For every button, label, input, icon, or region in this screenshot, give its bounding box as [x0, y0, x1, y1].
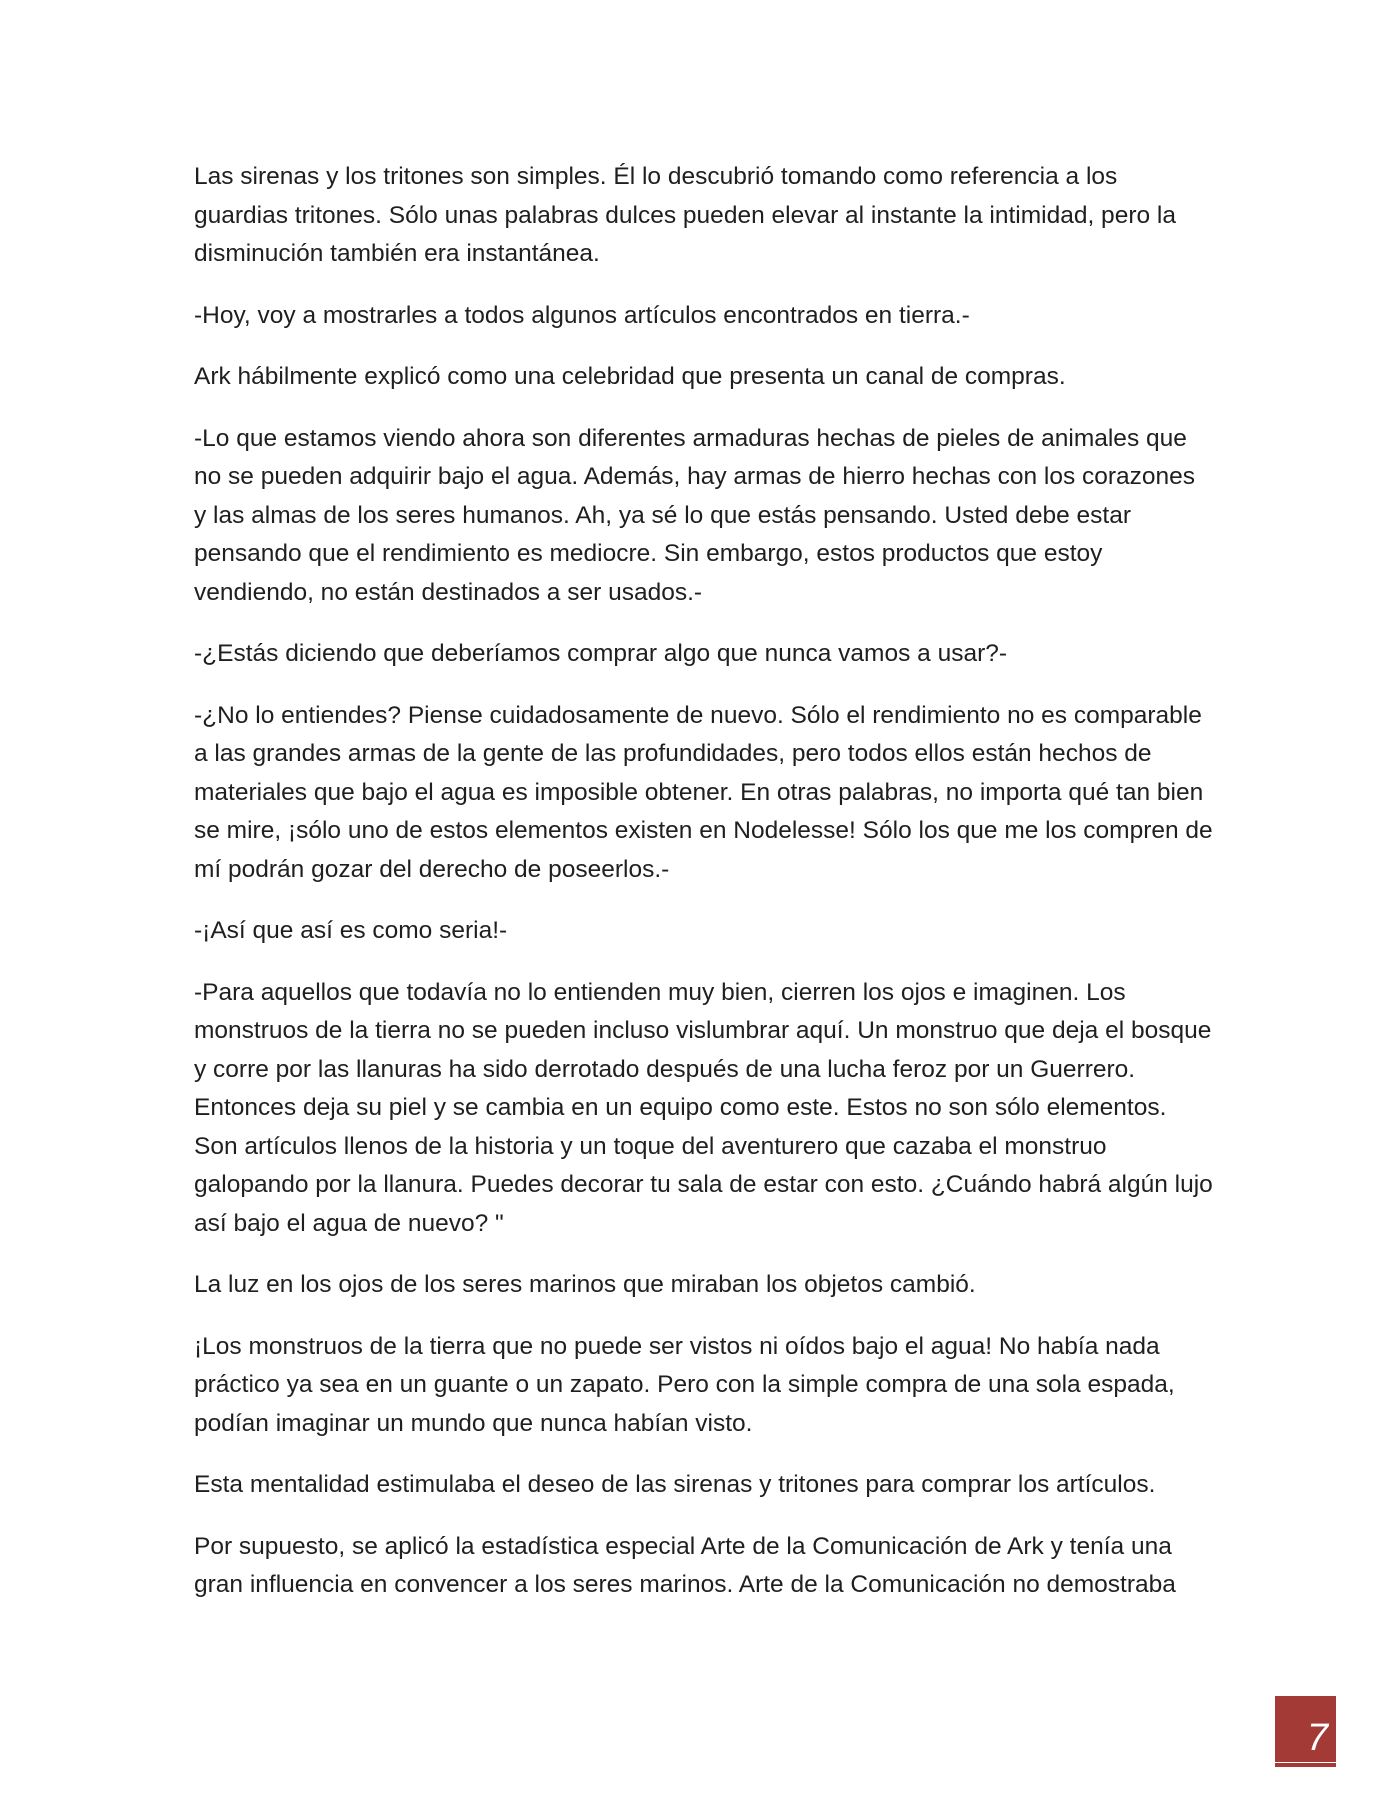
- page-body: [194, 158, 1214, 1628]
- paragraph-3: Ark hábilmente explicó como una celebridad que presenta un canal de compras.: [194, 363, 1066, 390]
- paragraph-4: -Lo que estamos viendo ahora son diferentes armaduras hechas de pieles de animales que no se pueden adquirir bajo el agua. Además, hay armas de hierro hechas con los corazones y las almas de los seres humanos. Ah, ya sé lo que estás pensando. Usted debe estar pensando que el rendimiento es mediocre. Sin embargo, estos productos que estoy vendiendo, no están destinados a ser usados.-: [194, 424, 1196, 606]
- page-number-badge: [1275, 1696, 1336, 1762]
- paragraph-2: -Hoy, voy a mostrarles a todos algunos artículos encontrados en tierra.-: [194, 301, 970, 329]
- paragraph-8: -Para aquellos que todavía no lo entienden muy bien, cierren los ojos e imaginen. Los monstruos de la tierra no se pueden incluso vislumbrar aquí. Un monstruo que deja el bosque y corre por las llanuras ha sido derrotado después de una lucha feroz por un Guerrero. Entonces deja su piel y se cambia en un equipo como este. Estos no son sólo elementos. Son artículos llenos de la historia y un toque del aventurero que cazaba el monstruo galopando por la llanura. Puedes decorar tu sala de estar con esto. ¿Cuándo habrá algún lujo así bajo el agua de nuevo? ": [194, 978, 1213, 1237]
- paragraph-9: La luz en los ojos de los seres marinos que miraban los objetos cambió.: [194, 1271, 976, 1298]
- paragraph-1: Las sirenas y los tritones son simples. Él lo descubrió tomando como referencia a los guardias tritones. Sólo unas palabras dulces pueden elevar al instante la intimidad, pero la disminución también era instantánea.: [194, 163, 1176, 267]
- paragraph-7: -¡Así que así es como seria!-: [194, 917, 508, 944]
- paragraph-11: Esta mentalidad estimulaba el deseo de las sirenas y tritones para comprar los artículos.: [194, 1471, 1156, 1498]
- paragraph-5: -¿Estás diciendo que deberíamos comprar algo que nunca vamos a usar?-: [194, 640, 1008, 667]
- paragraph-6: -¿No lo entiendes? Piense cuidadosamente de nuevo. Sólo el rendimiento no es comparable a las grandes armas de la gente de las profundidades, pero todos ellos están hechos de materiales que bajo el agua es imposible obtener. En otras palabras, no importa qué tan bien se mire, ¡sólo uno de estos elementos existen en Nodelesse! Sólo los que me los compren de mí podrán gozar del derecho de poseerlos.-: [194, 701, 1213, 883]
- paragraph-10: ¡Los monstruos de la tierra que no puede ser vistos ni oídos bajo el agua! No había nada práctico ya sea en un guante o un zapato. Pero con la simple compra de una sola espada, podían imaginar un mundo que nunca habían visto.: [194, 1332, 1175, 1437]
- page-number-underline: [1275, 1763, 1336, 1767]
- paragraph-12: Por supuesto, se aplicó la estadística especial Arte de la Comunicación de Ark y tenía una gran influencia en convencer a los seres marinos. Arte de la Comunicación no demostraba: [194, 1532, 1176, 1598]
- page-number: 7: [1306, 1717, 1328, 1759]
